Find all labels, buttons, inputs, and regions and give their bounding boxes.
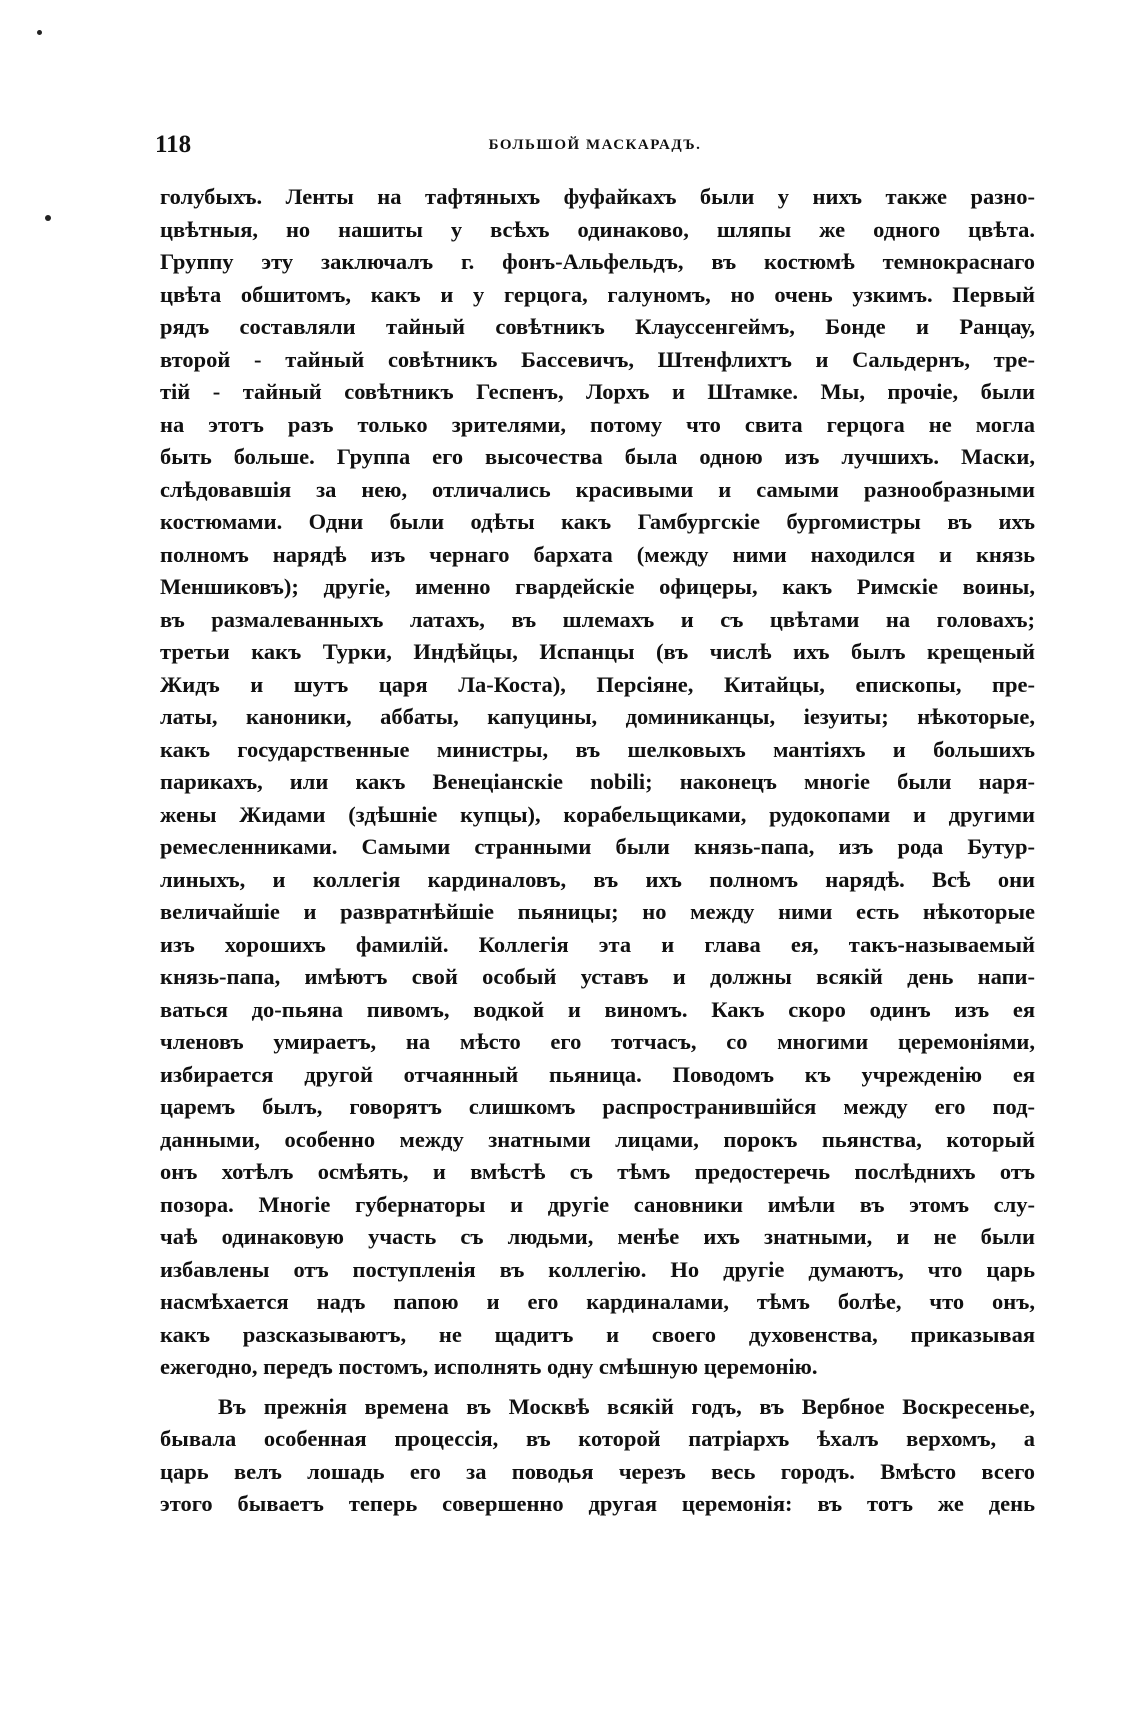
text-line: второй - тайный совѣтникъ Бассевичъ, Штенфлихтъ и Сальдернъ, тре- bbox=[160, 346, 1035, 372]
paragraph-gap bbox=[160, 1384, 1035, 1391]
text-line: членовъ умираетъ, на мѣсто его тотчасъ, со многими церемоніями, bbox=[160, 1029, 1035, 1054]
scan-speck bbox=[45, 215, 51, 221]
text-line: цвѣтныя, но нашиты у всѣхъ одинаково, шляпы же одного цвѣта. bbox=[160, 216, 1035, 242]
text-line: парикахъ, или какъ Венеціанскіе nobili; наконецъ многіе были наря- bbox=[160, 769, 1035, 794]
text-line: въ размалеванныхъ латахъ, въ шлемахъ и съ цвѣтами на головахъ; bbox=[160, 606, 1035, 632]
text-line: цвѣта обшитомъ, какъ и у герцога, галуномъ, но очень узкимъ. Первый bbox=[160, 281, 1035, 307]
text-line: Жидъ и шутъ царя Ла-Коста), Персіяне, Китайцы, епископы, пре- bbox=[160, 671, 1035, 697]
text-line: Меншиковъ); другіе, именно гвардейскіе офицеры, какъ Римскіе воины, bbox=[160, 574, 1035, 599]
text-line: слѣдовавшія за нею, отличались красивыми и самыми разнообразными bbox=[160, 476, 1035, 502]
text-line: латы, каноники, аббаты, капуцины, доминиканцы, іезуиты; нѣкоторые, bbox=[160, 704, 1035, 729]
text-line: этого бываетъ теперь совершенно другая церемонія: въ тотъ же день bbox=[160, 1491, 1035, 1516]
text-line: данными, особенно между знатными лицами, порокъ пьянства, который bbox=[160, 1126, 1035, 1152]
text-line: величайшіе и развратнѣйшіе пьяницы; но между ними есть нѣкоторые bbox=[160, 899, 1035, 924]
paragraph bbox=[160, 1391, 1035, 1521]
text-line: полномъ нарядѣ изъ чернаго бархата (между ними находился и князь bbox=[160, 541, 1035, 567]
text-line: какъ разсказываютъ, не щадитъ и своего духовенства, приказывая bbox=[160, 1321, 1035, 1347]
running-head bbox=[155, 130, 1035, 160]
text-line: царемъ былъ, говорятъ слишкомъ распространившійся между его под- bbox=[160, 1094, 1035, 1119]
text-line: голубыхъ. Ленты на тафтяныхъ фуфайкахъ были у нихъ также разно- bbox=[160, 184, 1035, 209]
text-line: Группу эту заключалъ г. фонъ-Альфельдъ, въ костюмѣ темнокраснаго bbox=[160, 249, 1035, 274]
paragraph bbox=[160, 181, 1035, 1384]
text-line: изъ хорошихъ фамилій. Коллегія эта и глава ея, такъ-называемый bbox=[160, 931, 1035, 957]
scan-speck bbox=[37, 30, 42, 35]
text-line: быть больше. Группа его высочества была одною изъ лучшихъ. Маски, bbox=[160, 444, 1035, 469]
text-line: Въ прежнія времена въ Москвѣ всякій годъ, въ Вербное Воскресенье, bbox=[218, 1393, 1035, 1419]
text-line: чаѣ одинаковую участь съ людьми, менѣе ихъ знатными, и не были bbox=[160, 1224, 1035, 1249]
text-line: жены Жидами (здѣшніе купцы), корабельщиками, рудокопами и другими bbox=[160, 801, 1035, 827]
text-line: бывала особенная процессія, въ которой патріархъ ѣхалъ верхомъ, а bbox=[160, 1426, 1035, 1451]
text-line: избирается другой отчаянный пьяница. Поводомъ къ учрежденію ея bbox=[160, 1061, 1035, 1087]
text-line: линыхъ, и коллегія кардиналовъ, въ ихъ полномъ нарядѣ. Всѣ они bbox=[160, 866, 1035, 892]
text-line: ремесленниками. Самыми странными были князь-папа, изъ рода Бутур- bbox=[160, 834, 1035, 859]
running-title: БОЛЬШОЙ МАСКАРАДЪ. bbox=[488, 137, 702, 153]
text-line: костюмами. Одни были одѣты какъ Гамбургскіе бургомистры въ ихъ bbox=[160, 509, 1035, 534]
text-line: избавлены отъ поступленія въ коллегію. Но другіе думаютъ, что царь bbox=[160, 1256, 1035, 1282]
text-line: третьи какъ Турки, Индѣйцы, Испанцы (въ числѣ ихъ былъ крещеный bbox=[160, 639, 1035, 664]
text-line: насмѣхается надъ папою и его кардиналами, тѣмъ болѣе, что онъ, bbox=[160, 1289, 1035, 1314]
text-line: тій - тайный совѣтникъ Геспенъ, Лорхъ и Штамке. Мы, прочіе, были bbox=[160, 379, 1035, 404]
text-line: какъ государственные министры, въ шелковыхъ мантіяхъ и большихъ bbox=[160, 736, 1035, 762]
body-text bbox=[160, 181, 1035, 1521]
text-line: рядъ составляли тайный совѣтникъ Клауссенгеймъ, Бонде и Ранцау, bbox=[160, 314, 1035, 339]
page-number: 118 bbox=[155, 131, 192, 158]
text-line: ваться до-пьяна пивомъ, водкой и виномъ. Какъ скоро одинъ изъ ея bbox=[160, 996, 1035, 1022]
text-line: князь-папа, имѣютъ свой особый уставъ и должны всякій день напи- bbox=[160, 964, 1035, 989]
text-line: позора. Многіе губернаторы и другіе сановники имѣли въ этомъ слу- bbox=[160, 1191, 1035, 1217]
text-line: на этотъ разъ только зрителями, потому что свита герцога не могла bbox=[160, 411, 1035, 437]
text-line: онъ хотѣлъ осмѣять, и вмѣстѣ съ тѣмъ предостеречь послѣднихъ отъ bbox=[160, 1159, 1035, 1184]
text-line: ежегодно, передъ постомъ, исполнять одну смѣшную церемонію. bbox=[160, 1354, 818, 1379]
text-line: царь велъ лошадь его за поводья черезъ весь городъ. Вмѣсто всего bbox=[160, 1458, 1035, 1484]
